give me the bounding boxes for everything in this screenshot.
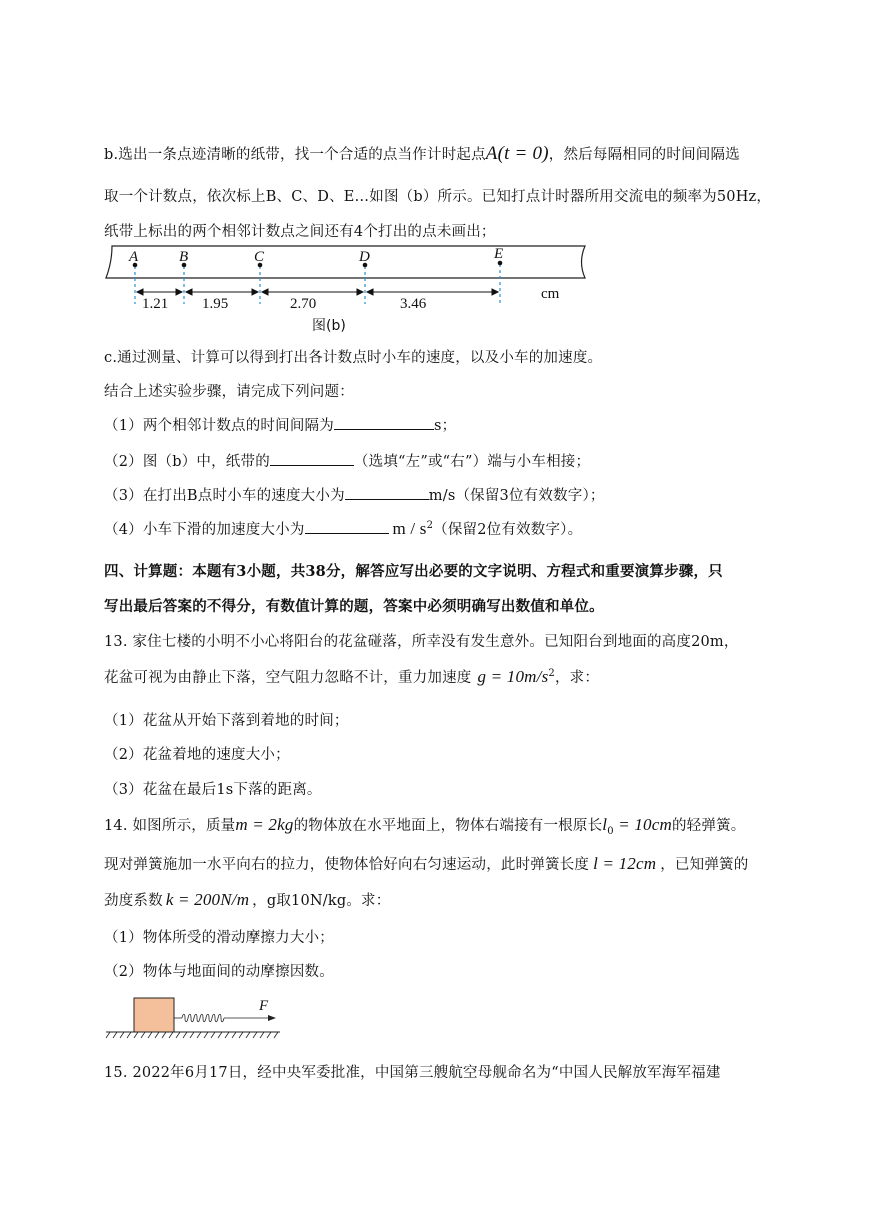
tape-label-b: B xyxy=(179,249,189,265)
distance-cd: 2.70 xyxy=(290,296,317,312)
tape-label-c: C xyxy=(254,249,265,265)
problem-13-sub2: （2）花盆着地的速度大小； xyxy=(104,747,290,763)
distance-de: 3.46 xyxy=(400,296,427,312)
answer-blank-2[interactable] xyxy=(270,453,354,466)
force-label: F xyxy=(259,998,269,1014)
figure-caption: 图(b) xyxy=(312,318,346,334)
answer-blank-3[interactable] xyxy=(345,487,429,500)
distance-ab: 1.21 xyxy=(142,296,169,312)
problem-13-sub1: （1）花盆从开始下落到着地的时间； xyxy=(104,713,349,729)
problem-13-line2: 花盆可视为由静止下落，空气阻力忽略不计，重力加速度 $g = 10m/s^2$，求： xyxy=(104,667,600,686)
question-4: （4）小车下滑的加速度大小为 m / $s^2$（保留2位有效数字）。 xyxy=(104,519,583,538)
block-spring-figure xyxy=(104,994,284,1042)
math-a-t0: A(t = 0) xyxy=(485,143,549,164)
problem-15-line1: 15. 2022年6月17日，经中央军委批准，中国第三艘航空母舰命名为“中国人民解放军海军福建 xyxy=(104,1065,721,1081)
step-b-line3: 纸带上标出的两个相邻计数点之间还有4个打出的点未画出； xyxy=(104,224,496,240)
question-3: （3）在打出B点时小车的速度大小为 m/s（保留3位有效数字）； xyxy=(104,488,605,504)
problem-14-sub2: （2）物体与地面间的动摩擦因数。 xyxy=(104,964,334,980)
problem-14-line1: 14. 如图所示，质量m = 2kg的物体放在水平地面上，物体右端接有一根原长$l_0 = 10cm$的轻弹簧。 xyxy=(104,815,746,837)
answer-blank-1[interactable] xyxy=(334,417,434,430)
math-g: g = 10m/s xyxy=(477,667,549,686)
problem-14-line3: 劲度系数 k = 200N/m ，g取10N/kg。求： xyxy=(104,890,391,909)
problem-13-sub3: （3）花盆在最后1s下落的距离。 xyxy=(104,782,322,798)
tape-label-e: E xyxy=(494,246,504,262)
tape-label-d: D xyxy=(359,249,370,265)
unit-label: cm xyxy=(541,286,560,302)
tape-label-a: A xyxy=(129,249,139,265)
block xyxy=(134,998,174,1032)
paper-tape-figure xyxy=(100,242,600,338)
problem-14-sub1: （1）物体所受的滑动摩擦力大小； xyxy=(104,930,334,946)
answer-blank-4[interactable] xyxy=(305,521,389,534)
step-b-line2: 取一个计数点，依次标上B、C、D、E…如图（b）所示。已知打点计时器所用交流电的频率为50Hz， xyxy=(104,189,772,205)
section-4-heading-line2: 写出最后答案的不得分，有数值计算的题，答案中必须明确写出数值和单位。 xyxy=(104,598,604,615)
question-2: （2）图（b）中，纸带的 （选填“左”或“右”）端与小车相接； xyxy=(104,454,591,470)
step-c: c.通过测量、计算可以得到打出各计数点时小车的速度，以及小车的加速度。 xyxy=(104,350,603,366)
problem-13-line1: 13. 家住七楼的小明不小心将阳台的花盆碰落，所幸没有发生意外。已知阳台到地面的高度20m， xyxy=(104,634,739,650)
problem-14-line2: 现对弹簧施加一水平向右的拉力，使物体恰好向右匀速运动，此时弹簧长度 l = 12cm ，已知弹簧的 xyxy=(104,854,749,873)
step-b-line1: b.选出一条点迹清晰的纸带，找一个合适的点当作计时起点A(t = 0)，然后每隔相同的时间间隔选 xyxy=(104,143,740,164)
section-4-heading-line1: 四、计算题：本题有3小题，共38分，解答应写出必要的文字说明、方程式和重要演算步骤，只 xyxy=(104,563,723,580)
distance-bc: 1.95 xyxy=(202,296,229,312)
question-1: （1）两个相邻计数点的时间间隔为 s； xyxy=(104,418,457,434)
intro-text: 结合上述实验步骤，请完成下列问题： xyxy=(104,384,354,400)
